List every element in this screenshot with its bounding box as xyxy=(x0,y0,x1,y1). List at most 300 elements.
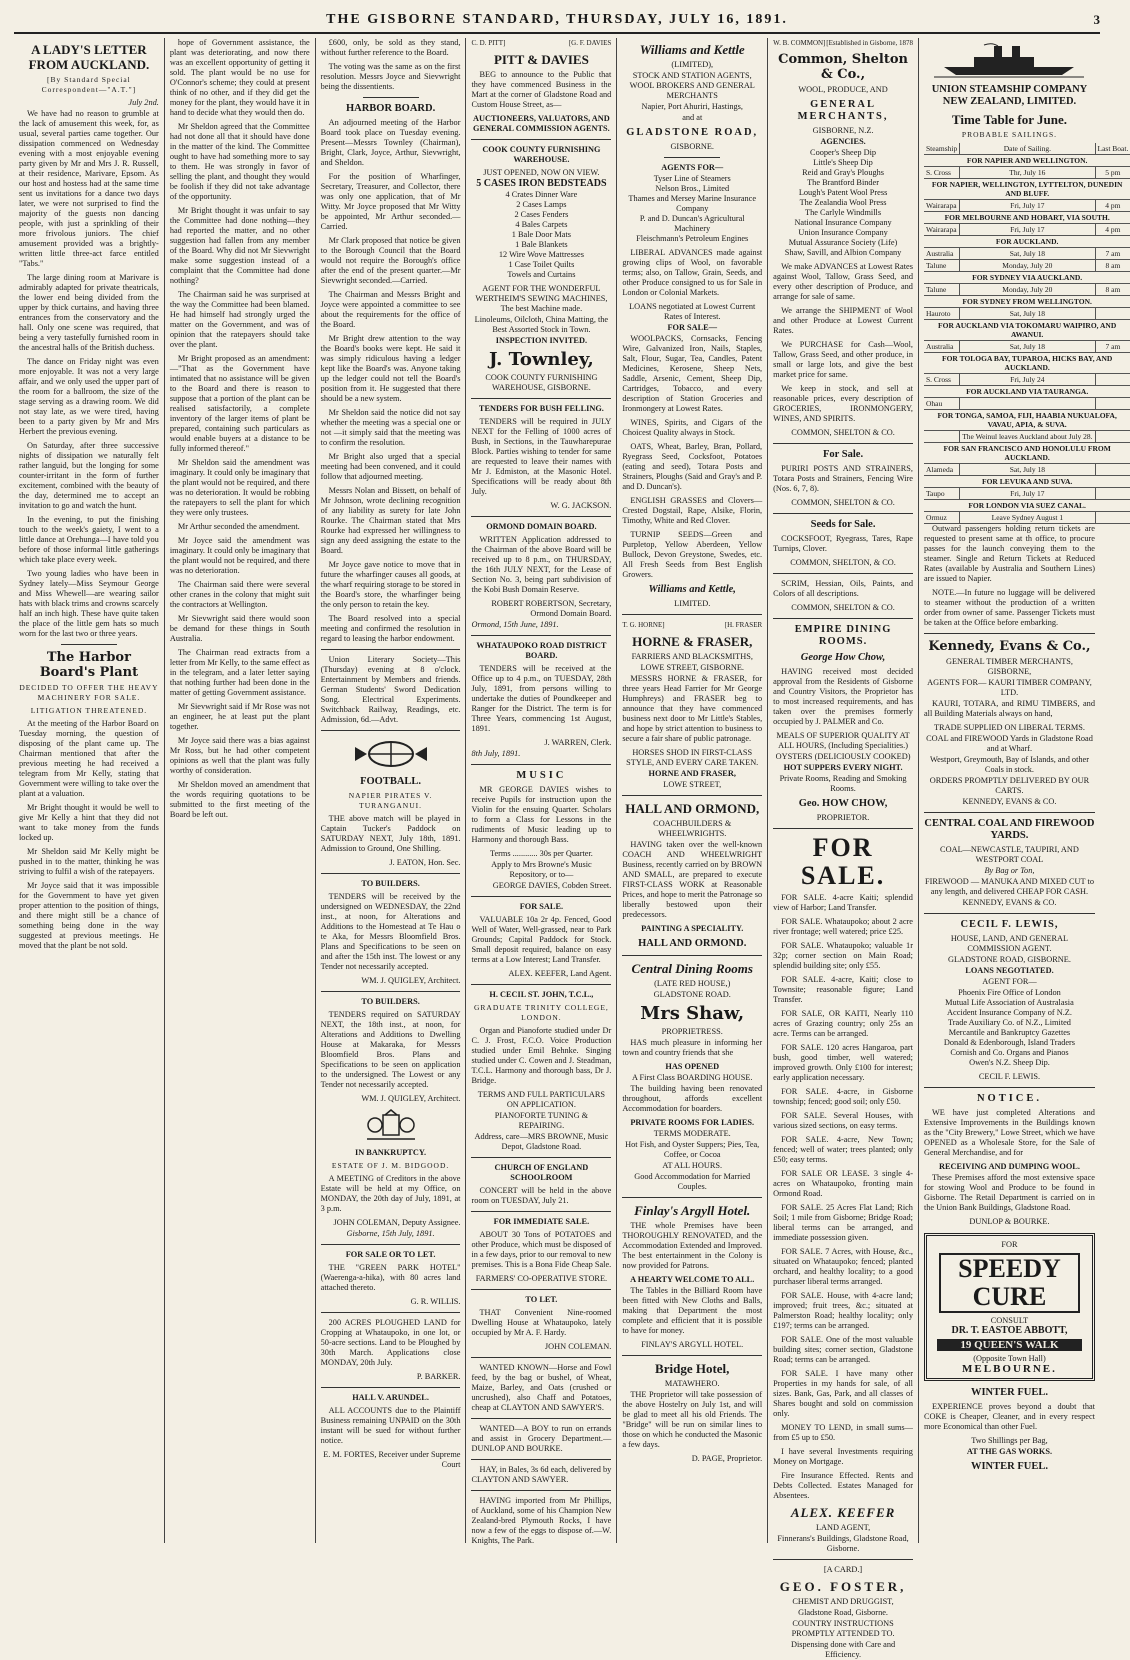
sailing-ship: Talune xyxy=(924,260,960,272)
list-item: 1 Bale Blankets xyxy=(515,240,568,249)
football-crest-icon xyxy=(321,736,461,772)
list-item: 1 Case Toilet Quilts xyxy=(508,260,575,269)
fa-sign: FINLAY'S ARGYLL HOTEL. xyxy=(641,1340,744,1349)
divider xyxy=(773,828,913,829)
edr-sign: Geo. HOW CHOW, xyxy=(798,798,888,809)
newspaper-columns xyxy=(14,38,1129,1659)
table-row xyxy=(924,512,1130,524)
masthead xyxy=(14,8,1100,34)
ormond-heading: ORMOND DOMAIN BOARD. xyxy=(486,522,597,531)
bankruptcy-date: Gisborne, 15th July, 1891. xyxy=(346,1229,435,1238)
column-header: Last Boat. xyxy=(1095,143,1130,155)
timetable-note-2: NOTE.—In future no luggage will be delivered to steamer without the production of a written order from owner of same. Passenger Tickets must be taken at the Office before embarking. xyxy=(923,588,1095,627)
lewis-agent: AGENT FOR— xyxy=(982,977,1037,986)
list-item: Phoenix Fire Office of London xyxy=(958,988,1061,997)
wf-works: AT THE GAS WORKS. xyxy=(966,1447,1053,1456)
scrim-text: SCRIM, Hessian, Oils, Paints, and Colors of all descriptions. xyxy=(773,579,913,598)
divider xyxy=(924,633,1095,634)
divider xyxy=(773,618,913,619)
table-row xyxy=(924,443,1130,464)
music-terms: Terms ............ 30s per Quarter. xyxy=(489,849,593,858)
article-paragraph: An adjourned meeting of the Harbor Board took place on Tuesday evening. Present—Messrs Townley (Chairman), Bright, Clark, Joyce, Arthur, Sievwright, and Sheldon. xyxy=(320,118,461,167)
immediate-heading: FOR IMMEDIATE SALE. xyxy=(493,1217,590,1226)
wk-wines: WINES, Spirits, and Cigars of the Choicest Quality always in Stock. xyxy=(622,418,763,437)
column-3 xyxy=(316,38,467,1543)
article-paragraph: The voting was the same as on the first resolution. Messrs Joyce and Sievwright being the dissentients. xyxy=(320,62,461,91)
eggs-notice: HAVING imported from Mr Phillips, of Auckland, some of his Champion New Zealand-bred Plymouth Rocks, I have now a few of the eggs to dispose of.—W. Knights, The Park. xyxy=(471,1496,612,1545)
sailing-date: Sat, July 18 xyxy=(960,248,1095,260)
article-paragraph: At the meeting of the Harbor Board on Tuesday morning, the question of disposing of the plant came up. The Chairman mentioned that after the previous meeting he had received a telegram from Mr Kelly, stating that Government were willing to take over the plant at a valuation. xyxy=(19,719,159,798)
divider xyxy=(924,913,1095,914)
wk-turnip: TURNIP SEEDS—Green and Purpletop, Yellow Aberdeen, Yellow Bullock, Devon Greystone, Swedes, etc. All Fresh Seeds from Best English Growers. xyxy=(622,530,763,579)
wk-agents-heading: AGENTS FOR— xyxy=(661,163,724,172)
pitt-davies-heading: PITT & DAVIES xyxy=(493,52,589,67)
ccf-firewood: FIREWOOD — MANUKA AND MIXED CUT to any length, and delivered CHEAP FOR CASH. xyxy=(924,877,1094,896)
bankruptcy-sign: JOHN COLEMAN, Deputy Assignee. xyxy=(333,1218,461,1227)
seeds-heading: Seeds for Sale. xyxy=(810,519,876,530)
divider xyxy=(773,513,913,514)
fs-sign: COMMON, SHELTON & CO. xyxy=(791,498,895,507)
let-sign: G. R. WILLIS. xyxy=(410,1297,461,1306)
bush-sign: W. G. JACKSON. xyxy=(550,501,612,510)
cd-text: HAS much pleasure in informing her town and country friends that she xyxy=(622,1038,763,1057)
sailing-destination: FOR AUCKLAND VIA TOKOMARU WAIPIRO, AND AWANUI. xyxy=(924,320,1130,341)
table-row xyxy=(924,464,1130,476)
football-heading: FOOTBALL. xyxy=(360,776,422,787)
column-header: Steamship xyxy=(924,143,960,155)
divider xyxy=(321,649,461,650)
sale-listing: FOR SALE. 25 Acres Flat Land; Rich Soil; 1 mile from Gisborne; Bridge Road; liberal terms can be arranged, and immediate possession given. xyxy=(773,1203,913,1242)
royal-crest-icon xyxy=(321,1108,461,1144)
sailing-date: Fri, July 24 xyxy=(960,374,1095,386)
for-sale-heading: For Sale. xyxy=(823,449,864,460)
list-item: Owen's N.Z. Sheep Dip. xyxy=(969,1058,1050,1067)
article-paragraph: Mr Bright thought it would be well to give Mr Kelly a hint that they did not want to take money from the funds locked up. xyxy=(19,803,159,842)
cd-hours: AT ALL HOURS. xyxy=(662,1161,723,1170)
kennedy-text: KAURI, TOTARA, and RIMU TIMBERS, and all Building Materials always on hand, xyxy=(923,699,1095,718)
sailing-ship: S. Cross xyxy=(924,374,960,386)
bh-text: THE Proprietor will take possession of the above Hostelry on July 1st, and will be glad to meet all his old Friends. The "Bridge" will be run on similar lines to those on which he conducted the Masonic a few days. xyxy=(622,1390,763,1449)
edr-hot: HOT SUPPERS EVERY NIGHT. xyxy=(783,763,903,772)
cs-agents-heading: AGENCIES. xyxy=(820,137,866,146)
divider xyxy=(471,1289,611,1290)
cd-building: The building having been renovated throughout, affords excellent Accommodation for boarders. xyxy=(622,1084,763,1113)
sailing-date: Sat, July 18 xyxy=(960,464,1095,476)
wk-grasses: ENGLISH GRASSES and Clovers—Crested Dogstail, Rape, Alsike, Florin, Timothy, White and Red Clover. xyxy=(622,496,763,525)
cook-items xyxy=(471,190,611,280)
wk-places: Napier, Port Ahuriri, Hastings, xyxy=(641,102,743,111)
sale-listing: I have several Investments requiring Money on Mortgage. xyxy=(773,1447,913,1466)
cs-advances: We make ADVANCES at Lowest Rates against Wool, Tallow, Grass Seed, and every other description of Produce, and arrange for sale of same. xyxy=(773,262,913,301)
sailing-boat: 8 am xyxy=(1095,284,1130,296)
cecil-text: Organ and Pianoforte studied under Dr C. J. Frost, F.C.O. Voice Production studied under Emil Behnke. Singing studied under C. Cowen and J. Steadman, T.C.L. Harmony and thorough bass, Dr J. Bridge. xyxy=(471,1026,612,1085)
cook-opened: JUST OPENED, NOW ON VIEW. xyxy=(483,168,600,177)
sailing-boat xyxy=(1095,488,1130,500)
lewis-sub: HOUSE, LAND, AND GENERAL COMMISSION AGENT. xyxy=(950,934,1069,953)
lewis-heading: CECIL F. LEWIS, xyxy=(960,919,1059,930)
wk-oats: OATS, Wheat, Barley, Bran, Pollard, Ryegrass Seed, Cocksfoot, Potatoes (eating and seed), Totara Posts and Strainers, Ploughs (Said and Gray's and P. and D. Duncan's). xyxy=(622,442,763,491)
sale-listing: FOR SALE, OR KAITI, Nearly 110 acres of Grazing country; only 25s an acre. Terms can be arranged. xyxy=(773,1009,913,1038)
ormond-text: WRITTEN Application addressed to the Chairman of the above Board will be received up to 8 p.m., on THURSDAY, the 16th JULY NEXT, for the Lease of Section No. 3, being part subdivision of the Kobi Bush Domain Reserve. xyxy=(471,535,612,594)
sale-listing: FOR SALE. Several Houses, with various sized sections, on easy terms. xyxy=(773,1111,913,1130)
firm-tag-left: C. D. PITT] xyxy=(471,39,506,47)
central-dining-heading: Central Dining Rooms xyxy=(631,961,753,976)
cs-town: GISBORNE, N.Z. xyxy=(812,126,874,135)
article-paragraph: Mr Joyce said that it was impossible for the Government to have yet given proper attention to the position of things, and there might still be a chance of something being done in the way suggested at previous meetings. He moved that the plant be not sold. xyxy=(19,881,159,950)
harbor-board-heading: HARBOR BOARD. xyxy=(345,103,436,114)
hay-notice: HAY, in Bales, 3s 6d each, delivered by CLAYTON AND SAWYER. xyxy=(471,1465,612,1484)
kennedy-heading: Kennedy, Evans & Co., xyxy=(928,639,1091,654)
harbor-plant-continued xyxy=(170,38,310,820)
table-row xyxy=(924,320,1130,341)
article-paragraph: Mr Bright also urged that a special meeting had been convened, and it could follow that adjourned meeting. xyxy=(320,452,461,481)
article-paragraph: On Saturday, after three successive nights of dissipation we naturally felt rather languid, but the longing for some counter-irritant in the form of further excitement, combined with the beauty of the day, determined me to accept an invitation to go and watch the hunt. xyxy=(19,441,159,510)
pitt-davies-role: AUCTIONEERS, VALUATORS, AND GENERAL COMMISSION AGENTS. xyxy=(473,114,610,133)
sailing-date: Sat, July 18 xyxy=(960,341,1095,353)
tolet-sign: JOHN COLEMAN. xyxy=(544,1342,612,1351)
bankruptcy-heading: IN BANKRUPTCY. xyxy=(354,1148,427,1157)
lewis-sign: CECIL F. LEWIS. xyxy=(978,1072,1041,1081)
sailing-destination: FOR AUCKLAND VIA TAURANGA. xyxy=(924,386,1130,398)
article-body xyxy=(19,109,159,639)
cure-city: MELBOURNE. xyxy=(962,1363,1057,1375)
article-byline: [By Standard Special Correspondent—"A.T."] xyxy=(41,75,137,94)
let-text: THE "GREEN PARK HOTEL" (Waerenga-a-hika), with 80 acres land attached thereto. xyxy=(320,1263,461,1292)
article-paragraph: hope of Government assistance, the plant was deteriorating, and now there was an excellent opportunity of getting it sold. The plant would be no use for O'Connor's scheme; they could at present think of no other, and if they did get the money for the plant, they would have it in hand to decide what they would then do. xyxy=(169,38,310,117)
table-row xyxy=(924,224,1130,236)
foster-dispensing: Dispensing done with Care and Efficiency. xyxy=(790,1640,896,1659)
list-item: Mercantile and Bankruptcy Gazettes xyxy=(948,1028,1071,1037)
fa-text: THE whole Premises have been THOROUGHLY RENOVATED, and the Accommodation Extended and Improved. The best entertainment in the Colony is now provided for Patrons. xyxy=(622,1221,763,1270)
sailing-date: Thr, July 16 xyxy=(960,167,1095,179)
ho-text: HAVING taken over the well-known COACH AND WHEELWRIGHT Business, recently carried on by BROWN AND SMALL, are prepared to execute FIRST-CLASS WORK at Reasonable Prices, and hope to merit the Patronage so liberally bestowed upon their predecessors. xyxy=(622,840,763,919)
wk-and-at: and at xyxy=(682,113,703,122)
winter-fuel-heading: WINTER FUEL. xyxy=(970,1387,1048,1398)
divider xyxy=(471,1459,611,1460)
divider xyxy=(471,635,611,636)
list-item: Union Insurance Company xyxy=(798,228,888,237)
column-6 xyxy=(768,38,919,1659)
ho-sign: HALL AND ORMOND. xyxy=(638,938,747,949)
fa-tables: The Tables in the Billiard Room have been fitted with New Cloths and Balls, making that Department the most complete and efficient that it is possible to have for money. xyxy=(622,1286,763,1335)
page-number: 3 xyxy=(1093,12,1100,27)
article-paragraph: Mr Joyce said the amendment was imaginary. It could only be imaginary that the plant would not be required, and there was no deterioration. xyxy=(169,536,310,575)
sailing-destination: FOR SYDNEY VIA AUCKLAND. xyxy=(924,272,1130,284)
article-paragraph: Two young ladies who have been in Sydney lately—Miss Seymour George and Miss Whewell—are wearing sailor hats with black trims and crowns scarcely half an inch high. These have quite taken the place of the little gem hats so much worn for the last two or three years. xyxy=(19,569,159,638)
divider xyxy=(924,812,1095,813)
cs-agents xyxy=(773,148,913,258)
timetable-heading: Time Table for June. xyxy=(951,112,1068,127)
sale-text: VALUABLE 10a 2r 4p. Fenced, Good Well of Water, Well-grassed, near to Park Grounds; Capital Paddock for Stock. Small deposit required, balance on easy terms at a Low Interest; Land Transfer. xyxy=(471,915,612,964)
divider xyxy=(471,896,611,897)
whataupoko-text: TENDERS will be received at the Office up to 4 p.m., on TUESDAY, 28th July, 1891, from persons willing to undertake the duties of Poundkeeper and Ranger for the District. The term is for Three Years, commencing 1st August, 1891. xyxy=(471,664,612,733)
list-item: Reid and Gray's Ploughs xyxy=(802,168,885,177)
sale-listing: FOR SALE. 4-acre, Kaiti; close to Townsite; reasonable figure; Land Transfer. xyxy=(773,975,913,1004)
cecil-terms: TERMS AND FULL PARTICULARS ON APPLICATION. xyxy=(477,1090,606,1109)
edr-prop: PROPRIETOR. xyxy=(816,813,870,822)
foster-tag: [A CARD.] xyxy=(823,1565,863,1574)
sale-listing: FOR SALE. I have many other Properties in my hands for sale, of all sizes. Bank, Gas, Park, and all classes of Shares bought and sold on commission only. xyxy=(773,1369,913,1418)
divider xyxy=(622,614,762,615)
divider xyxy=(321,873,461,874)
list-item: 2 Cases Fenders xyxy=(514,210,569,219)
list-item: Tyser Line of Steamers xyxy=(653,174,731,183)
sale-listing: FOR SALE. 120 acres Hangaroa, part bush, good timber, well watered; improved growth. Only £100 for interest; early application necessary. xyxy=(773,1043,913,1082)
wf-text: EXPERIENCE proves beyond a doubt that COKE is Cheaper, Cleaner, and in every respect more Economical than other Fuel. xyxy=(923,1402,1095,1431)
list-item: Towels and Curtains xyxy=(507,270,576,279)
divider xyxy=(321,730,461,731)
table-row xyxy=(924,179,1130,200)
masthead-title: THE GISBORNE STANDARD, THURSDAY, JULY 16, 1891. xyxy=(326,12,788,27)
column-header: Date of Sailing. xyxy=(960,143,1095,155)
hf-tag-left: T. G. HORNE] xyxy=(622,621,665,629)
sale-listing: FOR SALE OR LEASE. 3 single 4-acres on Whataupoko, fronting main Ormond Road. xyxy=(773,1169,913,1198)
cd-private: PRIVATE ROOMS FOR LADIES. xyxy=(630,1118,755,1127)
sailing-destination: FOR NAPIER, WELLINGTON, LYTTELTON, DUNEDIN AND BLUFF. xyxy=(924,179,1130,200)
sailing-ship: Alameda xyxy=(924,464,960,476)
sailing-date: The Weinul leaves Auckland about July 28. xyxy=(960,431,1095,443)
column-1 xyxy=(14,38,165,1543)
wk-roles: STOCK AND STATION AGENTS, WOOL BROKERS AND GENERAL MERCHANTS xyxy=(629,71,755,100)
immediate-sign: FARMERS' CO-OPERATIVE STORE. xyxy=(475,1274,608,1283)
divider xyxy=(471,764,611,765)
article-paragraph: Mr Sheldon said the amendment was imaginary. It could only be imaginary that the plant would not be required, and there was no deterioration. It would be robbing the ratepayers to sell the plant for which they were only trustees. xyxy=(169,458,310,517)
sailing-date xyxy=(960,398,1095,410)
sale-listing: Fire Insurance Effected. Rents and Debts Collected. Estates Managed for Absentees. xyxy=(773,1471,913,1500)
sailing-destination: FOR MELBOURNE AND HOBART, VIA SOUTH. xyxy=(924,212,1130,224)
lewis-loans: LOANS NEGOTIATED. xyxy=(965,966,1054,975)
ho-paint: PAINTING A SPECIALITY. xyxy=(641,924,744,933)
finlay-heading: Finlay's Argyll Hotel. xyxy=(634,1203,751,1218)
acres-sign: P. BARKER. xyxy=(416,1372,461,1381)
firm-tags xyxy=(471,38,611,48)
cd-boarding: A First Class BOARDING HOUSE. xyxy=(631,1073,753,1082)
article-paragraph: Mr Sievwright said there would soon be demand for these things in South Australia. xyxy=(169,614,310,643)
cd-good: Good Accommodation for Married Couples. xyxy=(634,1172,751,1191)
table-row xyxy=(924,212,1130,224)
ccf-sign: KENNEDY, EVANS & CO. xyxy=(962,898,1057,907)
foster-role: CHEMIST AND DRUGGIST, xyxy=(792,1597,894,1606)
sale-listing: FOR SALE. 4-acre, New Town; fenced; well of water; trees planted; only £50; easy terms. xyxy=(773,1135,913,1164)
list-item: Cooper's Sheep Dip xyxy=(810,148,877,157)
divider xyxy=(773,443,913,444)
sale-listing: MONEY TO LEND, in small sums—from £5 up to £50. xyxy=(773,1423,913,1442)
wk-forsale: FOR SALE— xyxy=(667,323,717,332)
divider xyxy=(61,644,117,645)
cs-tag-right: [Established in Gisborne, 1878 xyxy=(826,39,913,47)
sailing-date: Fri, July 17 xyxy=(960,224,1095,236)
union-steamship-heading: UNION STEAMSHIP COMPANY NEW ZEALAND, LIMITED. xyxy=(931,84,1088,107)
lewis-chamber: GLADSTONE ROAD, GISBORNE. xyxy=(948,955,1071,964)
list-item: Thames and Mersey Marine Insurance Company xyxy=(628,194,757,213)
builders-text: TENDERS will be received by the undersigned on WEDNESDAY, the 22nd inst., at noon, for Alterations and Additions to the Homestead at Te Hau o te Aka, for Messrs Bloomfield Bros. Plans and Specifications to be seen on and after the 15th inst. The lowest or any Tender not necessarily accepted. xyxy=(320,892,461,971)
wk-town: GISBORNE. xyxy=(670,142,715,151)
let-heading: FOR SALE OR TO LET. xyxy=(345,1250,436,1259)
sale-listings xyxy=(773,893,913,1501)
music-heading: MUSIC xyxy=(516,770,567,781)
article-paragraph: Mr Sheldon moved an amendment that the words requiring quotations to be submitted to the first meeting of the Board be left out. xyxy=(169,780,310,819)
sailing-boat xyxy=(1095,398,1130,410)
table-row xyxy=(924,500,1130,512)
notice-receiving: RECEIVING AND DUMPING WOOL. xyxy=(939,1162,1080,1171)
timetable-sub: PROBABLE SAILINGS. xyxy=(961,130,1058,139)
column-4 xyxy=(466,38,617,1543)
divider xyxy=(363,97,419,98)
sailings-table xyxy=(924,143,1130,524)
sale-listing: FOR SALE. One of the most valuable building sites; corner section, Gladstone Road; terms can be arranged. xyxy=(773,1335,913,1364)
table-row xyxy=(924,341,1130,353)
townley-sub: COOK COUNTY FURNISHING WAREHOUSE, GISBORNE. xyxy=(485,373,598,392)
list-item: Shaw, Savill, and Albion Company xyxy=(784,248,902,257)
cs-tags xyxy=(773,38,913,48)
cs-sign: COMMON, SHELTON & CO. xyxy=(791,428,895,437)
bush-text: TENDERS will be required in JULY NEXT for the Felling of 1000 acres of Bush, in Sections, in the Tauwharepurae Block. Parties wishing to tender for same are requested to leave their names with Mr J. Edmiston, at the Masonic Hotel. Specifications will be ready about 8th July. xyxy=(471,417,612,496)
divider xyxy=(471,1211,611,1212)
list-item: Mutual Life Association of Australasia xyxy=(945,998,1074,1007)
table-row xyxy=(924,410,1130,431)
article-paragraph: Mr Sheldon said Mr Kelly might be pushed in to the matter, thinking he was striving to fulfil a wish of the ratepayers. xyxy=(19,847,159,876)
hf-sign-street: LOWE STREET, xyxy=(663,780,722,789)
cd-road: GLADSTONE ROAD. xyxy=(653,990,731,999)
kennedy-westport: Westport, Greymouth, Bay of Islands, and other Coals in stock. xyxy=(929,755,1089,774)
harbor-plant-heading: The Harbor Board's Plant xyxy=(39,650,139,680)
cs-tag-left: W. B. COMMON] xyxy=(773,39,826,47)
cecil-address: Address, care—MRS BROWNE, Music Depot, Gladstone Road. xyxy=(474,1132,609,1151)
list-item: 2 Cases Lamps xyxy=(516,200,567,209)
divider xyxy=(471,139,611,140)
article-paragraph: Mr Bright drew attention to the way the Board's books were kept. He said it was simply ridiculous having a ledger kept like the Board's was. Anyone taking up the ledger could not tell the Board's position from it. He suggested that there should be a new system. xyxy=(320,334,461,403)
divider xyxy=(471,984,611,985)
sailing-destination: FOR TONGA, SAMOA, FIJI, HAABIA NUKUALOFA, VAVAU, APIA, & SUVA. xyxy=(924,410,1130,431)
ormond-sign: ROBERT ROBERTSON, Secretary, Ormond Domain Board. xyxy=(491,599,612,618)
music-text: MR GEORGE DAVIES wishes to receive Pupils for instruction upon the Violin for the ensuing Quarter. Scholars to form a Class for Lessons in the rudiments of Music leading up to Harmony and thorough Bass. xyxy=(471,785,612,844)
cook-invite: INSPECTION INVITED. xyxy=(495,336,588,345)
table-row xyxy=(924,308,1130,320)
divider xyxy=(622,795,762,796)
cook-county-heading: COOK COUNTY FURNISHING WAREHOUSE. xyxy=(482,145,601,164)
music-apply: Apply to Mrs Browne's Music Repository, or to— xyxy=(491,860,592,879)
sailing-ship: Australia xyxy=(924,341,960,353)
sailing-ship: S. Cross xyxy=(924,167,960,179)
wk-sign: Williams and Kettle, xyxy=(648,584,736,595)
sailing-date: Monday, July 20 xyxy=(960,260,1095,272)
wk-ltd: (LIMITED), xyxy=(671,60,714,69)
hf-sub: FARRIERS AND BLACKSMITHS, xyxy=(631,652,753,661)
list-item: 4 Bales Carpets xyxy=(515,220,568,229)
sailing-ship: Wairarapa xyxy=(924,224,960,236)
empire-dining-heading: EMPIRE DINING ROOMS. xyxy=(794,624,892,647)
sailing-boat xyxy=(1095,464,1130,476)
cecil-sub: GRADUATE TRINITY COLLEGE, LONDON. xyxy=(474,1003,609,1022)
divider xyxy=(321,1387,461,1388)
cure-consult: CONSULT xyxy=(990,1316,1029,1325)
sailing-boat: 7 am xyxy=(1095,341,1130,353)
sale-listing: FOR SALE. House, with 4-acre land; improved; fruit trees, &c.; situated at Palmerston Road; healthy locality; only £197; terms can be arranged. xyxy=(773,1291,913,1330)
table-row xyxy=(924,476,1130,488)
cure-for: FOR xyxy=(1001,1240,1018,1249)
sailing-boat: 4 pm xyxy=(1095,224,1130,236)
bush-heading: TENDERS FOR BUSH FELLING. xyxy=(478,404,604,413)
sailing-date: Monday, July 20 xyxy=(960,284,1095,296)
sailing-ship xyxy=(924,431,960,443)
wk-road: GLADSTONE ROAD, xyxy=(626,127,759,138)
cook-agent: AGENT FOR THE WONDERFUL WERTHEIM'S SEWING MACHINES, The best Machine made. xyxy=(475,284,608,313)
divider xyxy=(622,955,762,956)
cook-bedsteads: 5 CASES IRON BEDSTEADS xyxy=(476,178,607,189)
divider xyxy=(924,1087,1095,1088)
article-paragraph: The large dining room at Marivare is admirably adapted for private theatricals, the lower end being divided from the upper by thick curtains, and having three entrances from the conservatory and the hall. Only one scene was required, that being a very tastefully furnished room in the ancestral halls of the British duchess. xyxy=(19,273,159,352)
sailing-boat: 8 am xyxy=(1095,260,1130,272)
ccf-by: By Bag or Ton, xyxy=(984,866,1035,875)
sailing-destination: FOR SAN FRANCISCO AND HONOLULU FROM AUCKLAND. xyxy=(924,443,1130,464)
sailing-destination: FOR SYDNEY FROM WELLINGTON. xyxy=(924,296,1130,308)
sailing-destination: FOR LONDON VIA SUEZ CANAL. xyxy=(924,500,1130,512)
bh-town: MATAWHERO. xyxy=(664,1379,720,1388)
cure-name: DR. T. EASTOE ABBOTT, xyxy=(951,1325,1068,1336)
hall-ormond-heading: HALL AND ORMOND, xyxy=(625,801,760,816)
sailing-ship: Australia xyxy=(924,248,960,260)
sailing-boat: 7 am xyxy=(1095,248,1130,260)
cecil-heading: H. CECIL ST. JOHN, T.C.L., xyxy=(489,990,594,999)
sailing-ship: Ormuz xyxy=(924,512,960,524)
hall-text: ALL ACCOUNTS due to the Plaintiff Business remaining UNPAID on the 30th instant will be sued for without further notice. xyxy=(320,1406,461,1445)
foster-heading: GEO. FOSTER, xyxy=(779,1579,907,1594)
hf-street: LOWE STREET, GISBORNE. xyxy=(640,663,744,672)
divider xyxy=(664,157,720,158)
seeds-text: COCKSFOOT, Ryegrass, Tares, Rape Turnips, Clover. xyxy=(773,534,913,553)
table-row xyxy=(924,488,1130,500)
divider xyxy=(622,1355,762,1356)
table-row xyxy=(924,260,1130,272)
divider xyxy=(321,1312,461,1313)
table-row xyxy=(924,155,1130,167)
notice-heading: NOTICE. xyxy=(976,1093,1042,1104)
bankruptcy-estate: ESTATE OF J. M. BIDGOOD. xyxy=(331,1161,450,1170)
wk-loans: LOANS negotiated at Lowest Current Rates of Interest. xyxy=(629,302,756,321)
list-item: 1 Bale Door Mats xyxy=(511,230,572,239)
cd-hot: Hot Fish, and Oyster Suppers; Pies, Tea, Coffee, or Cocoa xyxy=(625,1140,760,1159)
divider xyxy=(321,991,461,992)
cs-sub: WOOL, PRODUCE, AND xyxy=(798,85,888,94)
divider xyxy=(471,1157,611,1158)
harbor-plant-subheading-2: LITIGATION THREATENED. xyxy=(30,706,148,715)
scrim-sign: COMMON, SHELTON & CO. xyxy=(791,603,895,612)
kennedy-orders: ORDERS PROMPTLY DELIVERED BY OUR CARTS. xyxy=(929,776,1090,795)
sailing-boat: 5 pm xyxy=(1095,167,1130,179)
music-sign: GEORGE DAVIES, Cobden Street. xyxy=(492,881,612,890)
list-item: Accident Insurance Company of N.Z. xyxy=(947,1008,1072,1017)
article-paragraph: £600, only, be sold as they stand, without further reference to the Board. xyxy=(320,38,461,57)
keefer-name: ALEX. KEEFER xyxy=(790,1505,896,1520)
kennedy-agents: AGENTS FOR— KAURI TIMBER COMPANY, LTD. xyxy=(927,678,1092,697)
kennedy-sub: GENERAL TIMBER MERCHANTS, GISBORNE, xyxy=(945,657,1073,676)
wf-price: Two Shillings per Bag, xyxy=(971,1436,1048,1445)
union-literary-notice: Union Literary Society—This (Thursday) evening at 8 o'clock. Entertainment by Members and friends. German Students' Sword Dedication Song. Electrical Experiments. Switchback Railway, Readings, etc. Admission, 6d.—Advt. xyxy=(320,655,461,724)
cs-stock: We keep in stock, and sell at reasonable prices, every description of GROCERIES, IRONMONGERY, WINES, AND SPIRITS. xyxy=(773,384,913,423)
harbor-board-body xyxy=(321,118,461,644)
speedy-cure-ad xyxy=(924,1233,1095,1381)
table-row xyxy=(924,431,1130,443)
article-paragraph: The Chairman said he was surprised at the way the Committee had been blamed. He had himself had strongly urged the matter on the Government, and was of opinion that the ratepayers should take over the plant. xyxy=(169,290,310,349)
cd-terms: TERMS MODERATE. xyxy=(653,1129,731,1138)
sailing-boat xyxy=(1095,374,1130,386)
builders-sign-2: WM. J. QUIGLEY, Architect. xyxy=(361,1094,461,1103)
list-item: The Carlyle Windmills xyxy=(805,208,882,217)
bankruptcy-text: A MEETING of Creditors in the above Estate will be held at my Office, on MONDAY, the 20th day of July, 1891, at 3 p.m. xyxy=(320,1174,461,1213)
wk-agents xyxy=(622,174,762,244)
cs-general: GENERAL MERCHANTS, xyxy=(797,99,889,122)
horne-fraser-heading: HORNE & FRASER, xyxy=(632,634,753,649)
